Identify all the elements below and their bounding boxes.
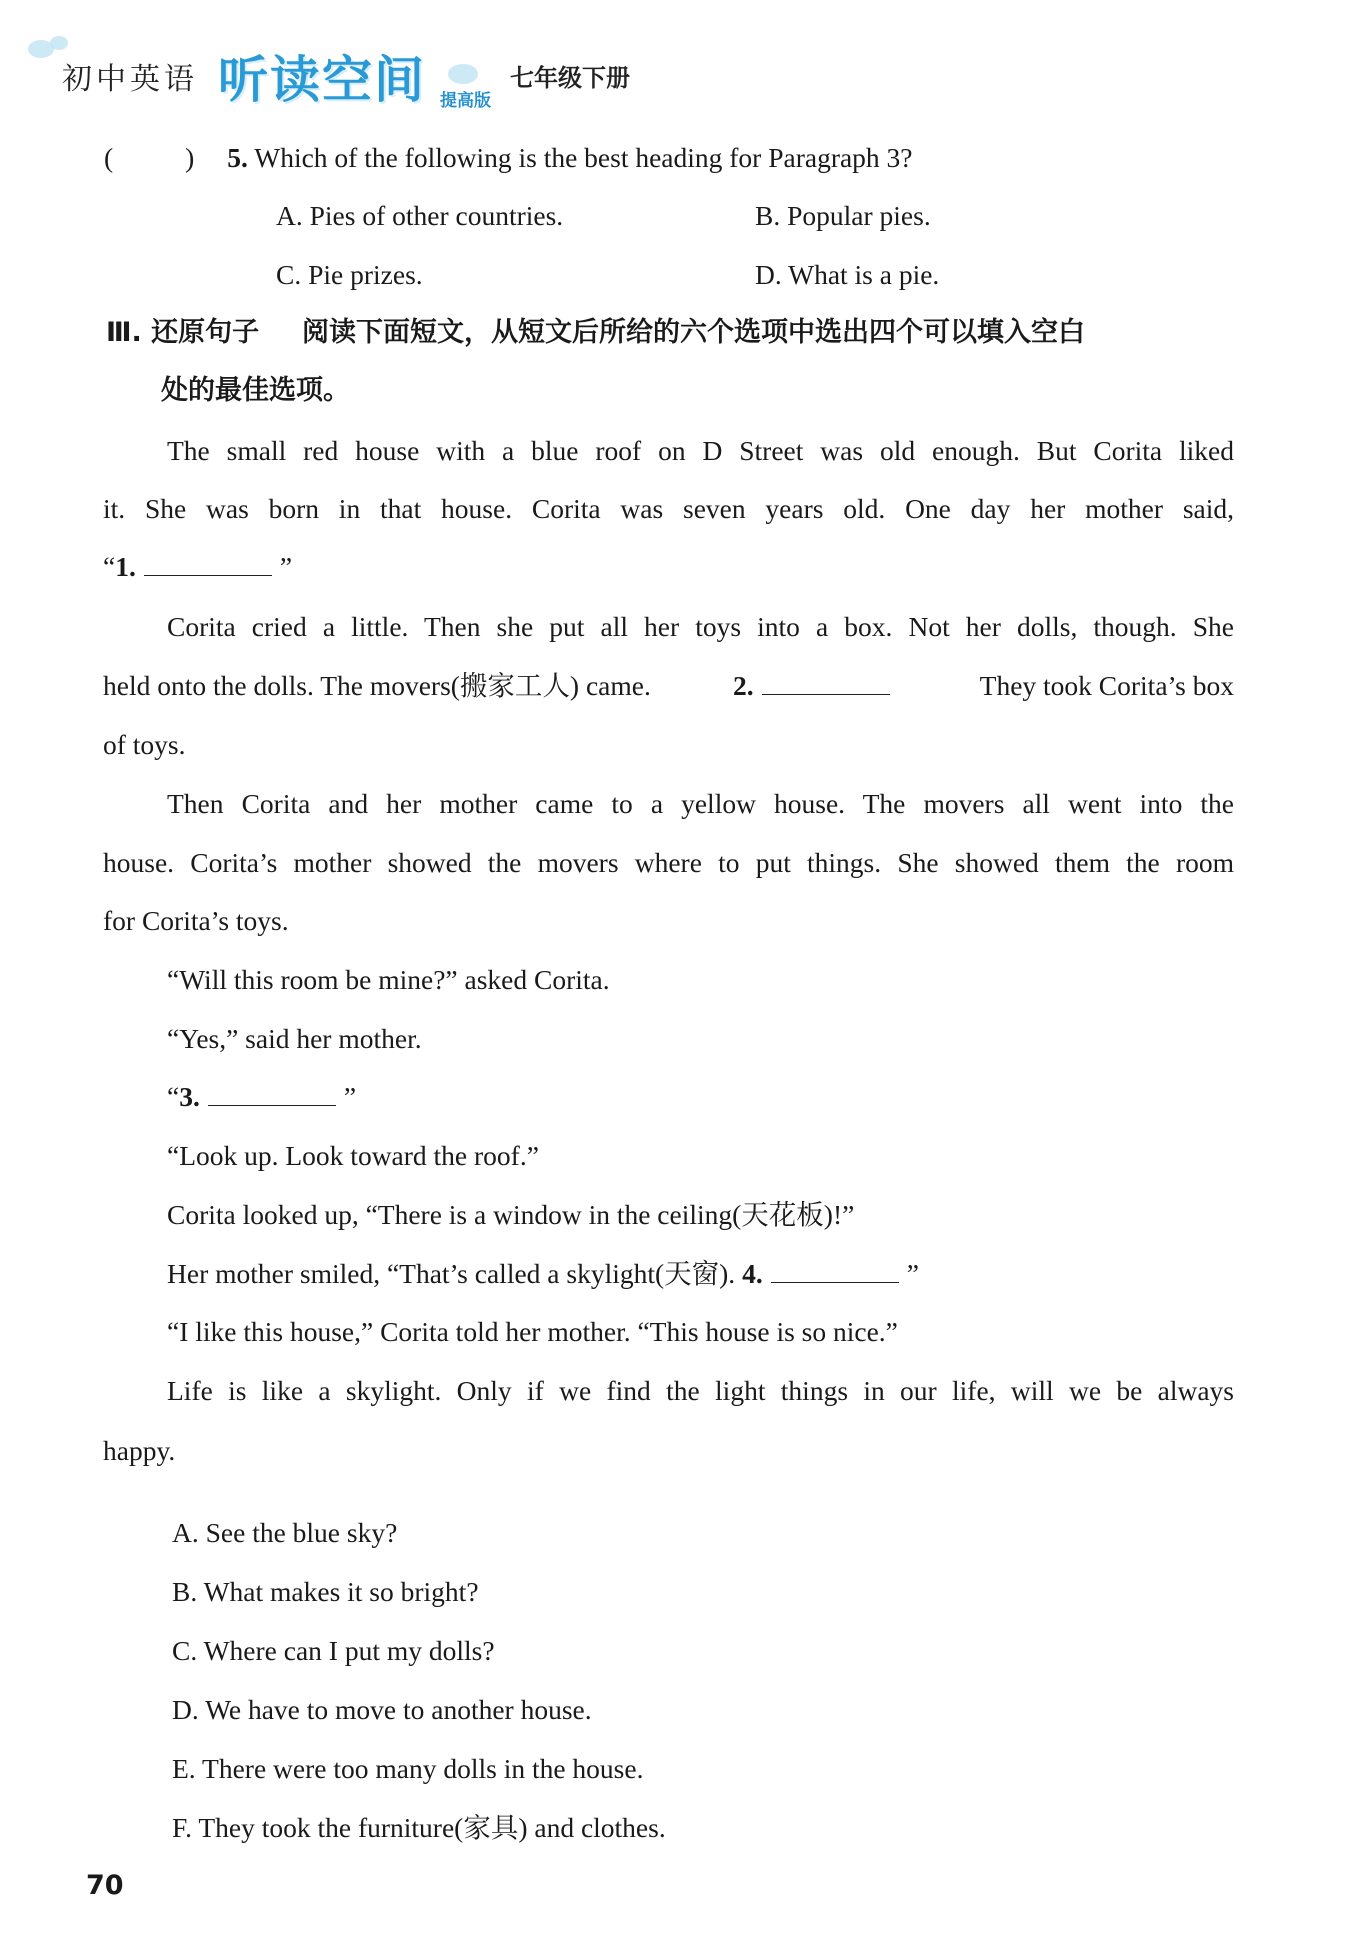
grade-label: 七年级下册 bbox=[510, 64, 630, 92]
passage-text: held onto the dolls. The movers(搬家工人) came. bbox=[103, 670, 651, 701]
page-number: 70 bbox=[86, 1870, 124, 1901]
passage-line: it. She was born in that house. Corita was seven years old. One day her mother said, bbox=[103, 493, 1234, 524]
question-5 bbox=[104, 144, 913, 172]
decorative-bubble-icon bbox=[50, 36, 68, 50]
blank-1[interactable] bbox=[144, 555, 272, 576]
choice-d: D. We have to move to another house. bbox=[172, 1694, 592, 1725]
page-header bbox=[28, 36, 728, 116]
blank-1-line: “1. ” bbox=[103, 551, 293, 582]
passage-line: Then Corita and her mother came to a yellow house. The movers all went into the bbox=[167, 788, 1234, 819]
blank-1-number: 1. bbox=[115, 551, 136, 582]
blank-3-number: 3. bbox=[179, 1081, 200, 1112]
question-number: 5. bbox=[227, 142, 248, 173]
series-title: 初中英语 bbox=[62, 62, 198, 97]
blank-3[interactable] bbox=[208, 1085, 336, 1106]
passage-text: They took Corita’s box bbox=[979, 670, 1234, 701]
option-d: D. What is a pie. bbox=[755, 259, 940, 290]
passage-line: The small red house with a blue roof on D Street was old enough. But Corita liked bbox=[167, 435, 1234, 466]
dialogue-line: “Will this room be mine?” asked Corita. bbox=[167, 964, 610, 995]
blank-2[interactable] bbox=[762, 674, 890, 695]
decorative-bubble-icon bbox=[448, 64, 478, 84]
choice-f: F. They took the furniture(家具) and clothes. bbox=[172, 1812, 666, 1843]
section-label: Ⅲ. 还原句子 bbox=[106, 317, 260, 348]
dialogue-line: “Yes,” said her mother. bbox=[167, 1023, 422, 1054]
answer-paren-open: ( bbox=[104, 142, 114, 173]
passage-line: of toys. bbox=[103, 729, 186, 760]
dialogue-text: Her mother smiled, “That’s called a skylight(天窗). bbox=[167, 1258, 736, 1289]
blank-4[interactable] bbox=[771, 1262, 899, 1283]
dialogue-line: Corita looked up, “There is a window in the ceiling(天花板)!” bbox=[167, 1199, 855, 1230]
choice-b: B. What makes it so bright? bbox=[172, 1576, 479, 1607]
edition-label: 提高版 bbox=[440, 91, 491, 111]
option-c: C. Pie prizes. bbox=[276, 259, 423, 290]
section-instruction-2: 处的最佳选项。 bbox=[161, 375, 350, 406]
blank-2-line bbox=[103, 672, 1234, 700]
option-b: B. Popular pies. bbox=[755, 200, 931, 231]
question-text: Which of the following is the best heading for Paragraph 3? bbox=[254, 142, 913, 173]
passage-line: happy. bbox=[103, 1435, 176, 1466]
passage-line: Life is like a skylight. Only if we find the light things in our life, will we be always bbox=[167, 1375, 1234, 1406]
blank-2-number: 2. bbox=[732, 670, 754, 701]
choice-e: E. There were too many dolls in the house. bbox=[172, 1753, 644, 1784]
brand-logo: 听读空间 bbox=[218, 51, 426, 109]
dialogue-line: “I like this house,” Corita told her mother. “This house is so nice.” bbox=[167, 1316, 898, 1347]
choice-a: A. See the blue sky? bbox=[172, 1517, 398, 1548]
blank-4-line: Her mother smiled, “That’s called a skylight(天窗). 4. ” bbox=[167, 1258, 919, 1289]
blank-3-line: “3. ” bbox=[167, 1081, 357, 1112]
choice-c: C. Where can I put my dolls? bbox=[172, 1635, 495, 1666]
section-instruction-1: 阅读下面短文，从短文后所给的六个选项中选出四个可以填入空白 bbox=[302, 317, 1085, 348]
option-a: A. Pies of other countries. bbox=[276, 200, 564, 231]
dialogue-line: “Look up. Look toward the roof.” bbox=[167, 1140, 539, 1171]
section-heading bbox=[106, 319, 1085, 346]
answer-paren-close: ) bbox=[185, 142, 195, 173]
blank-4-number: 4. bbox=[742, 1258, 763, 1289]
passage-line: Corita cried a little. Then she put all her toys into a box. Not her dolls, though. She bbox=[167, 611, 1234, 642]
passage-line: house. Corita’s mother showed the movers where to put things. She showed them the room bbox=[103, 847, 1234, 878]
passage-line: for Corita’s toys. bbox=[103, 905, 289, 936]
